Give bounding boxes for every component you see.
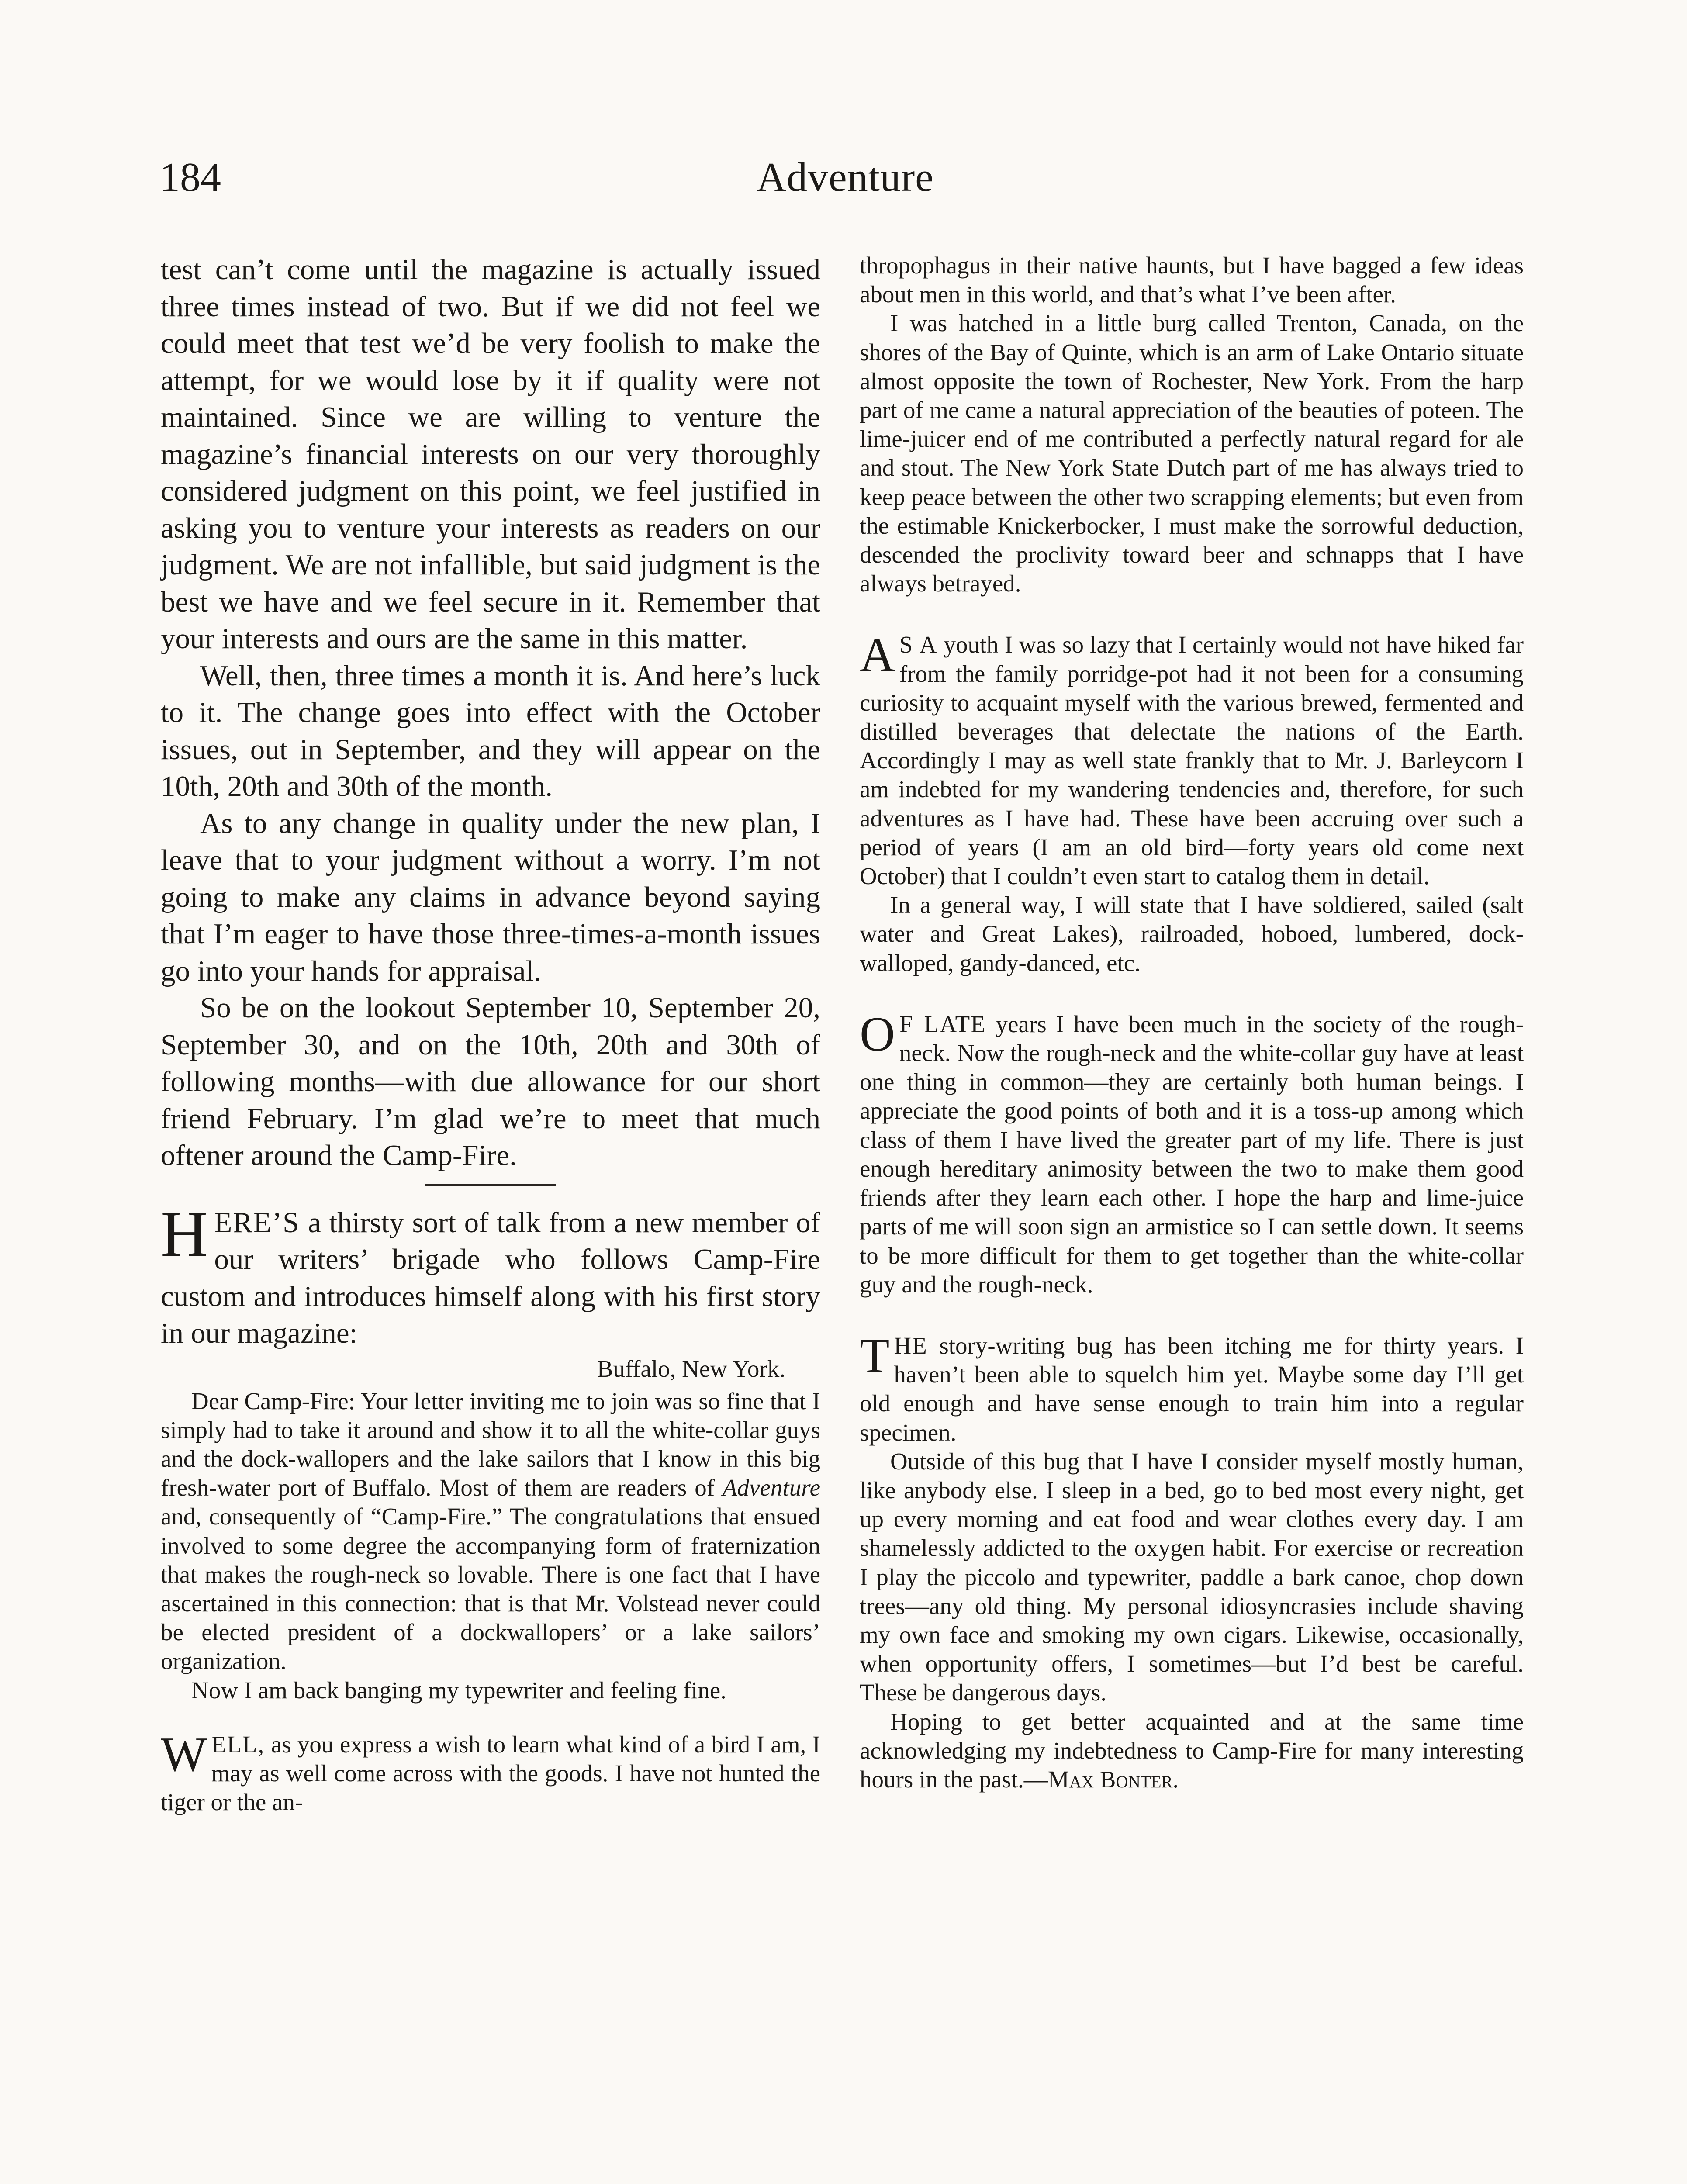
lead-in: F LATE: [899, 1010, 986, 1037]
right-column: [860, 251, 1524, 1794]
letter-paragraph: [161, 1387, 820, 1676]
letter-text-part: Dear Camp-Fire: Your letter inviting me to join was so fine that I simply had to take it around and show it to all the white-collar guys and the dock-wallopers and the lake sailors that I know in this big fresh-water port of Buffalo. Most of them are readers of: [161, 1387, 820, 1501]
paragraph: test can’t come until the magazine is actually issued three times instead of two. But if we did not feel we could meet that test we’d be very foolish to make the attempt, for we would lose by it if quality were not maintained. Since we are willing to venture the magazine’s financial interests on our very thoroughly considered judgment on this point, we feel justified in asking you to venture your interests as readers on our judgment. We are not infallible, but said judgment is the best we have and we feel secure in it. Remember that your interests and ours are the same in this matter.: [161, 253, 820, 655]
letter-text-part: years I have been much in the society of the rough-neck. Now the rough-neck and the white-collar guy have at least one thing in common—they are certainly both human beings. I appreciate the good points of both and it is a toss-up among which class of them I have lived the greater part of my life. There is just enough hereditary animosity between the two to make them good friends after they learn each other. I hope the harp and lime-juice parts of me will soon sign an armistice so I can settle down. It seems to be more difficult for them to get together than the white-collar guy and the rough-neck.: [860, 1010, 1524, 1298]
page-number: 184: [159, 155, 221, 200]
letter-text-part: youth I was so lazy that I certainly would not have hiked far from the family porridge-pot had it not been for a consuming curiosity to acquaint myself with the various brewed, fermented and distilled beverages that delectate the nations of the Earth. Accordingly I may as well state frankly that to Mr. J. Barleycorn I am indebted for my wandering tendencies and, therefore, for such adventures as I have had. These have been accruing over such a period of years (I am an old bird—forty years old come next October) that I couldn’t even start to catalog them in detail.: [860, 631, 1524, 890]
lead-in: ELL,: [211, 1731, 265, 1758]
drop-cap: W: [161, 1727, 207, 1782]
lead-in: S A: [899, 631, 938, 658]
letter-paragraph: I was hatched in a little burg called Trenton, Canada, on the shores of the Bay of Quinte, which is an arm of Lake Ontario situate almost opposite the town of Rochester, New York. From the harp part of me came a natural appreciation of the beauties of poteen. The lime-juicer end of me contributed a perfectly natural regard for ale and stout. The New York State Dutch part of me has always tried to keep peace between the other two scrapping elements; but even from the estimable Knickerbocker, I must make the sorrowful deduction, descended the proclivity toward beer and schnapps that I have always betrayed.: [860, 310, 1524, 597]
magazine-name: Adventure: [723, 1474, 820, 1501]
letter-paragraph: thropophagus in their native haunts, but I have bagged a few ideas about men in this world, and that’s what I’ve been after.: [860, 252, 1524, 308]
editorial-text: [161, 251, 820, 1174]
signature: Max Bonter.: [1047, 1766, 1179, 1793]
introduction-text: [161, 1197, 820, 1352]
letter-paragraph: Now I am back banging my typewriter and feeling fine.: [191, 1676, 726, 1704]
intro-paragraph: [161, 1197, 820, 1352]
paragraph: Well, then, three times a month it is. And here’s luck to it. The change goes into effect with the October issues, out in September, and they will appear on the 10th, 20th and 30th of the month.: [161, 659, 820, 802]
drop-cap: O: [860, 1007, 895, 1061]
section-divider: [425, 1184, 556, 1186]
letter-closing: [860, 1707, 1524, 1794]
letter-text: [161, 1387, 820, 1817]
letter-text-part: story-writing bug has been itching me for thirty years. I haven’t been able to squelch him yet. Maybe some day I’ll get old enough and have sense enough to train him into a regular specimen.: [860, 1332, 1524, 1446]
running-title: Adventure: [757, 155, 934, 200]
letter-paragraph: [860, 1007, 1524, 1299]
letter-text-part: and, consequently of “Camp-Fire.” The congratulations that ensued involved to some degree the accompanying form of fraternization that makes the rough-neck so lovable. There is one fact that I have ascertained in this connection: that is that Mr. Volstead never could be elected president of a dockwallopers’ or a lake sailors’ organization.: [161, 1503, 820, 1675]
paragraph: So be on the lookout September 10, September 20, September 30, and on the 10th, 20th and 30th of following months—with due allowance for our short friend February. I’m glad we’re to meet that much oftener around the Camp-Fire.: [161, 992, 820, 1171]
drop-cap: H: [161, 1197, 208, 1270]
letter-paragraph: [860, 1328, 1524, 1447]
spacer: [860, 1299, 1524, 1331]
spacer: [860, 978, 1524, 1010]
letter-paragraph: In a general way, I will state that I have soldiered, sailed (salt water and Great Lakes), railroaded, hoboed, lumbered, dock-walloped, gandy-danced, etc.: [860, 892, 1524, 976]
spacer: [161, 1705, 820, 1730]
paragraph: As to any change in quality under the new plan, I leave that to your judgment without a worry. I’m not going to make any claims in advance beyond saying that I’m eager to have those three-times-a-month issues go into your hands for appraisal.: [161, 807, 820, 987]
lead-in: HE: [894, 1332, 928, 1359]
page-header: [159, 155, 1531, 216]
intro-text: a thirsty sort of talk from a new member of our writers’ brigade who follows Camp-Fire custom and introduces himself along with his first story in our magazine:: [161, 1206, 820, 1349]
left-column: [161, 251, 820, 1817]
letter-paragraph: [161, 1727, 820, 1817]
lead-in: ERE’S: [214, 1206, 300, 1239]
closing-text: Hoping to get better acquainted and at the same time acknowledging my indebtedness to Camp-Fire for many interesting hours in the past.—: [860, 1708, 1524, 1793]
spacer: [860, 598, 1524, 630]
letter-dateline: Buffalo, New York.: [597, 1355, 785, 1382]
letter-text-part: as you express a wish to learn what kind of a bird I am, I may as well come across with the goods. I have not hunted the tiger or the an-: [161, 1731, 820, 1816]
letter-paragraph: [860, 630, 1524, 891]
drop-cap: T: [860, 1328, 890, 1383]
drop-cap: A: [860, 628, 895, 682]
letter-paragraph: Outside of this bug that I have I consider myself mostly human, like anybody else. I sleep in a bed, go to bed most every night, get up every morning and eat food and wear clothes every day. I am shamelessly addicted to the oxygen habit. For exercise or recreation I play the piccolo and typewriter, paddle a bark canoe, chop down trees—any old thing. My personal idiosyncrasies include shaving my own face and smoking my own cigars. Likewise, occasionally, when opportunity offers, I sometimes—but I’d best be careful. These be dangerous days.: [860, 1448, 1524, 1706]
